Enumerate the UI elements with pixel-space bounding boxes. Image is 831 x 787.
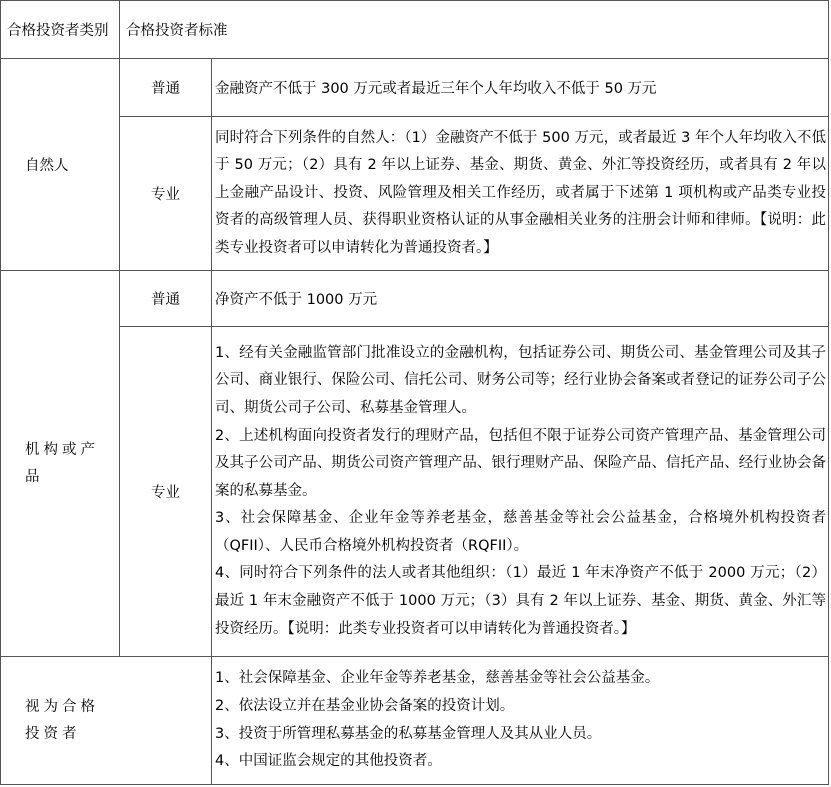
deemed-item: 2、依法设立并在基金业协会备案的投资计划。 xyxy=(215,697,515,714)
natural-professional-row xyxy=(1,117,829,271)
institution-professional-label-cell xyxy=(120,327,212,657)
deemed-item: 3、投资于所管理私募基金的私募基金管理人及其从业人员。 xyxy=(215,725,602,742)
institution-professional-item: 2、上述机构面向投资者发行的理财产品，包括但不限于证券公司资产管理产品、基金管理公司及其子公司产品、期货公司资产管理产品、银行理财产品、保险产品、信托产品、经行业协会备案的私募基金。 xyxy=(215,427,826,499)
deemed-item: 1、社会保障基金、企业年金等养老基金，慈善基金等社会公益基金。 xyxy=(215,670,660,687)
institution-ordinary-label: 普通 xyxy=(151,292,180,308)
natural-professional-label-cell xyxy=(120,117,212,271)
institution-professional-label: 专业 xyxy=(151,485,180,501)
natural-person-cell xyxy=(1,59,120,271)
natural-ordinary-standard-cell xyxy=(212,59,829,117)
natural-ordinary-standard: 金融资产不低于 300 万元或者最近三年个人年均收入不低于 50 万元 xyxy=(215,81,657,97)
institution-ordinary-row xyxy=(1,271,829,327)
institution-professional-standard-cell xyxy=(212,327,829,657)
natural-ordinary-row xyxy=(1,59,829,117)
header-row xyxy=(1,1,829,59)
institution-ordinary-standard-cell xyxy=(212,271,829,327)
natural-ordinary-label-cell xyxy=(120,59,212,117)
header-category xyxy=(1,1,120,59)
natural-ordinary-label: 普通 xyxy=(151,81,180,97)
deemed-row xyxy=(1,657,829,785)
deemed-standard-cell xyxy=(212,657,829,785)
deemed-cell xyxy=(1,657,212,785)
institution-professional-item: 1、经有关金融监管部门批准设立的金融机构，包括证券公司、期货公司、基金管理公司及其子公司、商业银行、保险公司、信托公司、财务公司等；经行业协会备案或者登记的证券公司子公司、期货公司子公司、私募基金管理人。 xyxy=(215,344,826,416)
institution-professional-row xyxy=(1,327,829,657)
natural-person-label: 自然人 xyxy=(25,158,69,174)
natural-professional-label: 专业 xyxy=(151,187,180,203)
institution-professional-item: 4、同时符合下列条件的法人或者其他组织：（1）最近 1 年末净资产不低于 2000 万元；（2）最近 1 年末金融资产不低于 1000 万元；（3）具有 2 年以上证券、基金、期货、黄金、外汇等投资经历。【说明：此类专业投资者可以申请转化为普通投资者。】 xyxy=(215,565,826,637)
institution-ordinary-standard: 净资产不低于 1000 万元 xyxy=(215,292,378,308)
institution-label: 机构或产品 xyxy=(25,441,99,485)
institution-cell xyxy=(1,271,120,657)
deemed-label: 视为合格投资者 xyxy=(25,698,99,742)
header-category-text: 合格投资者类别 xyxy=(7,23,109,39)
institution-professional-item: 3、社会保障基金、企业年金等养老基金，慈善基金等社会公益基金，合格境外机构投资者（QFII）、人民币合格境外机构投资者（RQFII）。 xyxy=(215,510,826,554)
deemed-item: 4、中国证监会规定的其他投资者。 xyxy=(215,753,442,770)
header-standard-text: 合格投资者标准 xyxy=(126,23,228,39)
header-standard xyxy=(120,1,829,59)
natural-professional-standard: 同时符合下列条件的自然人：（1）金融资产不低于 500 万元，或者最近 3 年个人年均收入不低于 50 万元；（2）具有 2 年以上证券、基金、期货、黄金、外汇等投资经历，或者具有 2 年以上金融产品设计、投资、风险管理及相关工作经历，或者属于下述第 1 项机构或产品类专业投资者的高级管理人员、获得职业资格认证的从事金融相关业务的注册会计师和律师。【说明：此类专业投资者可以申请转化为普通投资者。】 xyxy=(215,129,826,256)
institution-ordinary-label-cell xyxy=(120,271,212,327)
natural-professional-standard-cell xyxy=(212,117,829,271)
